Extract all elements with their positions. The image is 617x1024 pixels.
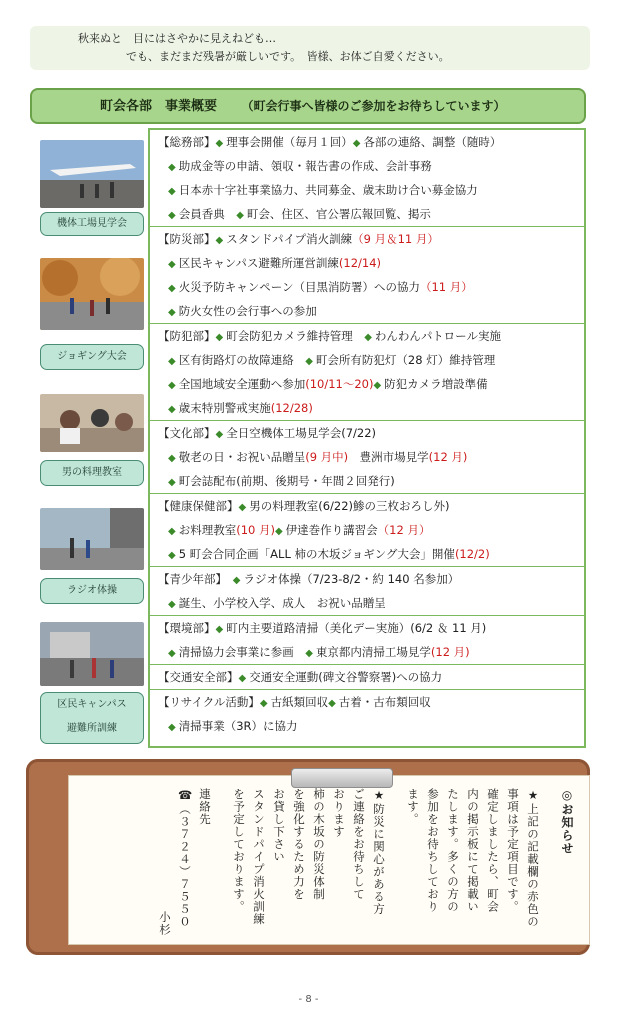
diamond-icon: ◆ [168, 550, 176, 561]
item-text: 古着・古布類回収 [338, 695, 431, 709]
jogging-photo [40, 258, 144, 330]
item-text: 誕生、小学校入学、成人 お祝い品贈呈 [178, 596, 386, 610]
diamond-icon: ◆ [168, 210, 176, 221]
diamond-icon: ◆ [168, 259, 176, 270]
cooking-photo [40, 394, 144, 452]
section-culture [150, 421, 584, 494]
item-text: お料理教室 [178, 523, 237, 537]
item-text: 区民キャンパス避難所運営訓練 [178, 256, 339, 270]
item-text: わんわんパトロール実施 [374, 329, 501, 343]
notice-col: ご連絡をお待ちして [352, 788, 366, 901]
photo-label-cooking: 男の料理教室 [40, 460, 144, 486]
diamond-icon: ◆ [238, 673, 247, 684]
diamond-icon: ◆ [373, 380, 382, 391]
diamond-icon: ◆ [168, 453, 176, 464]
section-health [150, 494, 584, 567]
section-disaster-prevention [150, 227, 584, 324]
photo-label-evacuation-line2: 避難所訓練 [67, 723, 117, 734]
item-text: 町会、住区、官公署広報回覧、掲示 [246, 207, 431, 221]
notice-col: 確定しましたら、町会 [486, 788, 500, 913]
notice-title: ◎お知らせ [560, 788, 574, 855]
diamond-icon: ◆ [168, 648, 176, 659]
notice-col: を予定しております。 [232, 788, 246, 913]
item-date: （9 月＆11 月） [352, 232, 439, 246]
item-date: (12/2) [454, 547, 490, 561]
airplane-photo [40, 140, 144, 208]
item-text: 東京都内清掃工場見学 [315, 645, 431, 659]
item-date: (12 月) [428, 450, 468, 464]
diamond-icon: ◆ [168, 722, 176, 733]
section-head: 【防災部】 [158, 232, 216, 246]
item-text: 敬老の日・お祝い品贈呈 [178, 450, 306, 464]
diamond-icon: ◆ [274, 526, 283, 537]
radio-exercise-photo [40, 508, 144, 570]
diamond-icon: ◆ [232, 575, 241, 586]
item-text: 会員香典 [178, 207, 225, 221]
notice-col: ます。 [406, 788, 420, 826]
photo-label-radio-exercise: ラジオ体操 [40, 578, 144, 604]
notice-col: たします。多くの方の [446, 788, 460, 913]
item-text: 清掃事業（3R）に協力 [178, 719, 298, 733]
diamond-icon: ◆ [168, 477, 176, 488]
item-text: 伊達巻作り講習会 [285, 523, 378, 537]
intro-message [30, 26, 590, 70]
section-head: 【リサイクル活動】 [158, 695, 260, 709]
intro-line-1: 秋来ぬと 目にはさやかに見えねども… [78, 32, 276, 45]
notice-col: ★防災に関心がある方 [372, 788, 386, 916]
notice-col: お貸し下さい [272, 788, 286, 863]
page-number: - 8 - [298, 994, 319, 1005]
item-text: 日本赤十字社事業協力、共同募金、歳末助け合い募金協力 [178, 183, 478, 197]
item-date: (10 月) [236, 523, 275, 537]
item-text: 全日空機体工場見学会(7/22) [226, 426, 376, 440]
item-text: 古紙類回収 [270, 695, 329, 709]
item-text: 各部の連絡、調整（随時） [363, 135, 502, 149]
diamond-icon: ◆ [238, 502, 247, 513]
item-date: （11 月） [419, 280, 473, 294]
item-text: 防犯カメラ増設準備 [384, 377, 488, 391]
item-text: 区有街路灯の故障連絡 [178, 353, 294, 367]
diamond-icon: ◆ [168, 283, 176, 294]
item-text: 町会誌配布(前期、後期号・年間２回発行) [178, 474, 395, 488]
section-head: 【文化部】 [158, 426, 216, 440]
evacuation-drill-photo [40, 622, 144, 686]
item-date: (12/28) [270, 401, 313, 415]
diamond-icon: ◆ [215, 429, 224, 440]
photo-label-plant-tour: 機体工場見学会 [40, 212, 144, 236]
item-text: 防火女性の会行事への参加 [178, 304, 317, 318]
item-date: (12 月) [430, 645, 470, 659]
notice-board [26, 759, 590, 955]
section-recycling [150, 690, 584, 738]
diamond-icon: ◆ [259, 698, 268, 709]
diamond-icon: ◆ [168, 186, 176, 197]
diamond-icon: ◆ [168, 356, 176, 367]
section-head: 【健康保健部】 [158, 499, 239, 513]
item-text: 豊洲市場見学 [359, 450, 429, 464]
section-youth [150, 567, 584, 616]
diamond-icon: ◆ [305, 356, 313, 367]
notice-col: 内の掲示板にて掲載い [466, 788, 480, 913]
item-text: 交通安全運動(碑文谷警察署)への協力 [249, 670, 443, 684]
diamond-icon: ◆ [215, 332, 224, 343]
diamond-icon: ◆ [305, 648, 313, 659]
notice-columns [157, 788, 575, 936]
item-text: ラジオ体操（7/23-8/2・約 140 名参加） [243, 572, 460, 586]
item-date: (10/11～20) [305, 377, 374, 391]
section-traffic-safety [150, 665, 584, 690]
diamond-icon: ◆ [328, 698, 336, 709]
intro-line-2: でも、まだまだ残暑が厳しいです。 皆様、お体ご自愛ください。 [126, 50, 450, 63]
notice-col: 柿の木坂の防災体制 [312, 788, 326, 901]
contact-name-text: 小杉 [158, 911, 172, 936]
item-date: (9 月中) [305, 450, 349, 464]
photo-label-evacuation-line1: 区民キャンパス [57, 699, 127, 710]
item-text: スタンドパイプ消火訓練 [226, 232, 353, 246]
diamond-icon: ◆ [352, 138, 361, 149]
notice-phone: ☎（３７２４）７５５０ [178, 788, 192, 928]
notice-col: ★上記の記載欄の赤色の [526, 788, 540, 928]
section-head: 【青少年部】 [158, 572, 222, 586]
banner-subtitle: （町会行事へ皆様のご参加をお待ちしています） [241, 99, 506, 113]
item-text: 男の料理教室(6/22)鯵の三枚おろし外) [249, 499, 450, 513]
section-crime-prevention [150, 324, 584, 421]
notice-paper [68, 775, 590, 945]
notice-col: おります [332, 788, 346, 838]
section-banner [30, 88, 586, 124]
diamond-icon: ◆ [168, 599, 176, 610]
item-text: 火災予防キャンペーン（目黒消防署）への協力 [178, 280, 420, 294]
item-text: 町内主要道路清掃（美化デー実施）(6/2 ＆ 11 月) [226, 621, 487, 635]
diamond-icon: ◆ [168, 162, 176, 173]
item-text: 町会所有防犯灯（28 灯）維持管理 [315, 353, 496, 367]
item-text: 理事会開催（毎月１回） [226, 135, 353, 149]
diamond-icon: ◆ [168, 404, 176, 415]
item-text: 助成金等の申請、領収・報告書の作成、会計事務 [178, 159, 432, 173]
photo-label-jogging: ジョギング大会 [40, 344, 144, 370]
notice-contact-name [157, 788, 173, 936]
item-text: 町会防犯カメラ維持管理 [226, 329, 353, 343]
section-head: 【防犯部】 [158, 329, 216, 343]
banner-title: 町会各部 事業概要 [100, 99, 218, 114]
diamond-icon: ◆ [236, 210, 244, 221]
notice-col: を強化するため力を [292, 788, 306, 901]
diamond-icon: ◆ [168, 307, 176, 318]
diamond-icon: ◆ [168, 526, 176, 537]
diamond-icon: ◆ [168, 380, 176, 391]
notice-col: 事項は予定項目です。 [506, 788, 520, 913]
notice-col: 参加をお待ちしており [426, 788, 440, 913]
notice-col: スタンドパイプ消火訓練 [252, 788, 266, 926]
section-general-affairs [150, 130, 584, 227]
section-head: 【環境部】 [158, 621, 216, 635]
activity-panel [148, 128, 586, 748]
clipboard-clip-icon [291, 768, 393, 788]
item-text: 清掃協力会事業に参画 [178, 645, 294, 659]
item-date: (12/14) [338, 256, 382, 270]
diamond-icon: ◆ [215, 235, 224, 246]
item-text: 全国地域安全運動へ参加 [178, 377, 306, 391]
diamond-icon: ◆ [364, 332, 372, 343]
notice-contact-label: 連絡先 [198, 788, 212, 826]
section-head: 【総務部】 [158, 135, 216, 149]
section-environment [150, 616, 584, 665]
item-date: （12 月） [377, 523, 431, 537]
item-text: 歳末特別警戒実施 [178, 401, 271, 415]
item-text: 5 町会合同企画「ALL 柿の木坂ジョギング大会」開催 [178, 547, 455, 561]
diamond-icon: ◆ [215, 138, 224, 149]
section-head: 【交通安全部】 [158, 670, 239, 684]
diamond-icon: ◆ [215, 624, 224, 635]
photo-label-evacuation-drill [40, 692, 144, 744]
